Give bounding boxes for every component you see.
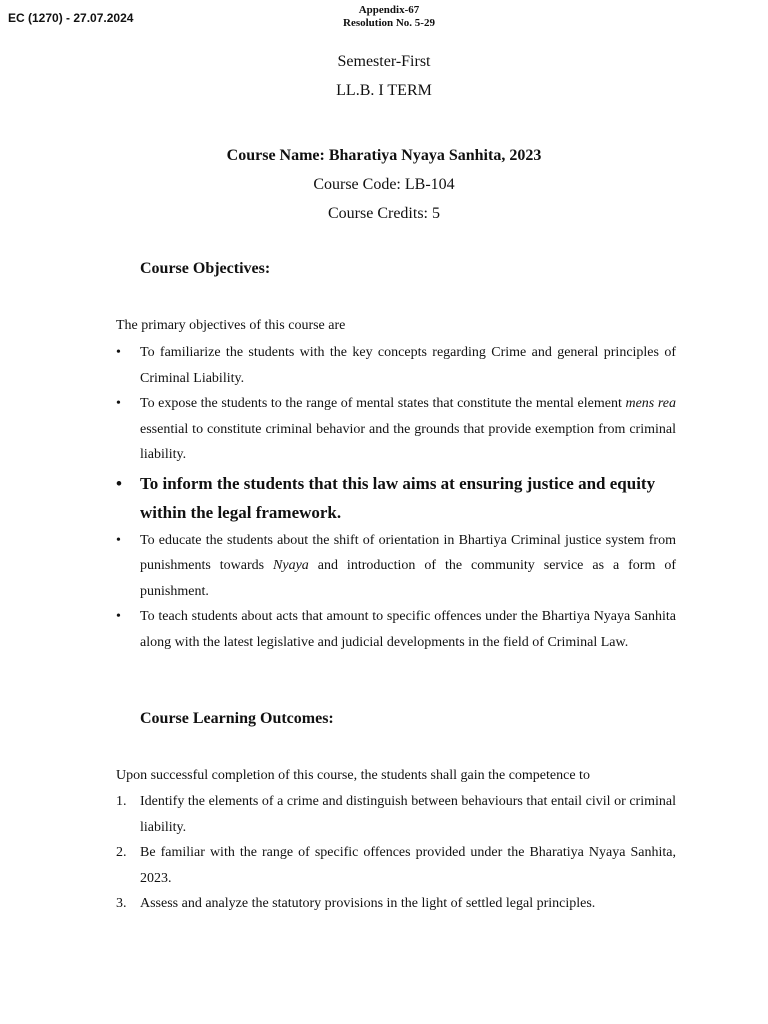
objectives-intro: The primary objectives of this course are [116, 318, 346, 333]
outcomes-list [116, 789, 676, 917]
appendix-number: Appendix-67 [358, 4, 420, 16]
latin-term: mens rea [625, 396, 676, 411]
outcome-item: 2. Be familiar with the range of specific offences provided under the Bharatiya Nyaya Sanhita, 2023. [116, 840, 676, 891]
objective-item: • To expose the students to the range of mental states that constitute the mental element mens rea essential to constitute criminal behavior and the grounds that provide exemption from criminal liability. [116, 391, 676, 468]
objectives-heading: Course Objectives: [140, 260, 271, 277]
bullet-icon: • [116, 532, 121, 548]
course-code: Course Code: LB-104 [313, 176, 455, 193]
objective-item: • To educate the students about the shift of orientation in Bhartiya Criminal justice system from punishments towards Nyaya and introduction of the community service as a form of punishment. [116, 528, 676, 605]
hindi-term: Nyaya [273, 558, 309, 573]
objective-item: • To teach students about acts that amount to specific offences under the Bhartiya Nyaya Sanhita along with the latest legislative and judicial developments in the field of Criminal Law. [116, 604, 676, 655]
outcome-number: 1. [116, 794, 127, 809]
bullet-icon: • [116, 345, 121, 360]
outcome-number: 2. [116, 845, 127, 860]
outcome-item: 3. Assess and analyze the statutory provisions in the light of settled legal principles. [116, 891, 676, 917]
objective-item: • To familiarize the students with the key concepts regarding Crime and general principles of Criminal Liability. [116, 340, 676, 391]
resolution-number: Resolution No. 5-29 [343, 17, 435, 29]
bullet-icon: • [116, 473, 122, 493]
objective-item-emphasis: • To inform the students that this law aims at ensuring justice and equity within the legal framework. [116, 469, 676, 527]
appendix-block [0, 4, 768, 30]
objectives-list [116, 340, 676, 655]
outcomes-heading: Course Learning Outcomes: [140, 710, 334, 727]
outcome-number: 3. [116, 896, 127, 911]
term-label: LL.B. I TERM [336, 82, 432, 99]
ec-reference: EC (1270) - 27.07.2024 [8, 11, 134, 25]
semester-label: Semester-First [337, 53, 431, 70]
outcome-item: 1. Identify the elements of a crime and distinguish between behaviours that entail civil or criminal liability. [116, 789, 676, 840]
course-name: Course Name: Bharatiya Nyaya Sanhita, 2023 [226, 147, 542, 164]
bullet-icon: • [116, 396, 121, 411]
outcomes-intro: Upon successful completion of this course, the students shall gain the competence to [116, 768, 590, 783]
bullet-icon: • [116, 609, 121, 624]
course-credits: Course Credits: 5 [328, 205, 440, 222]
